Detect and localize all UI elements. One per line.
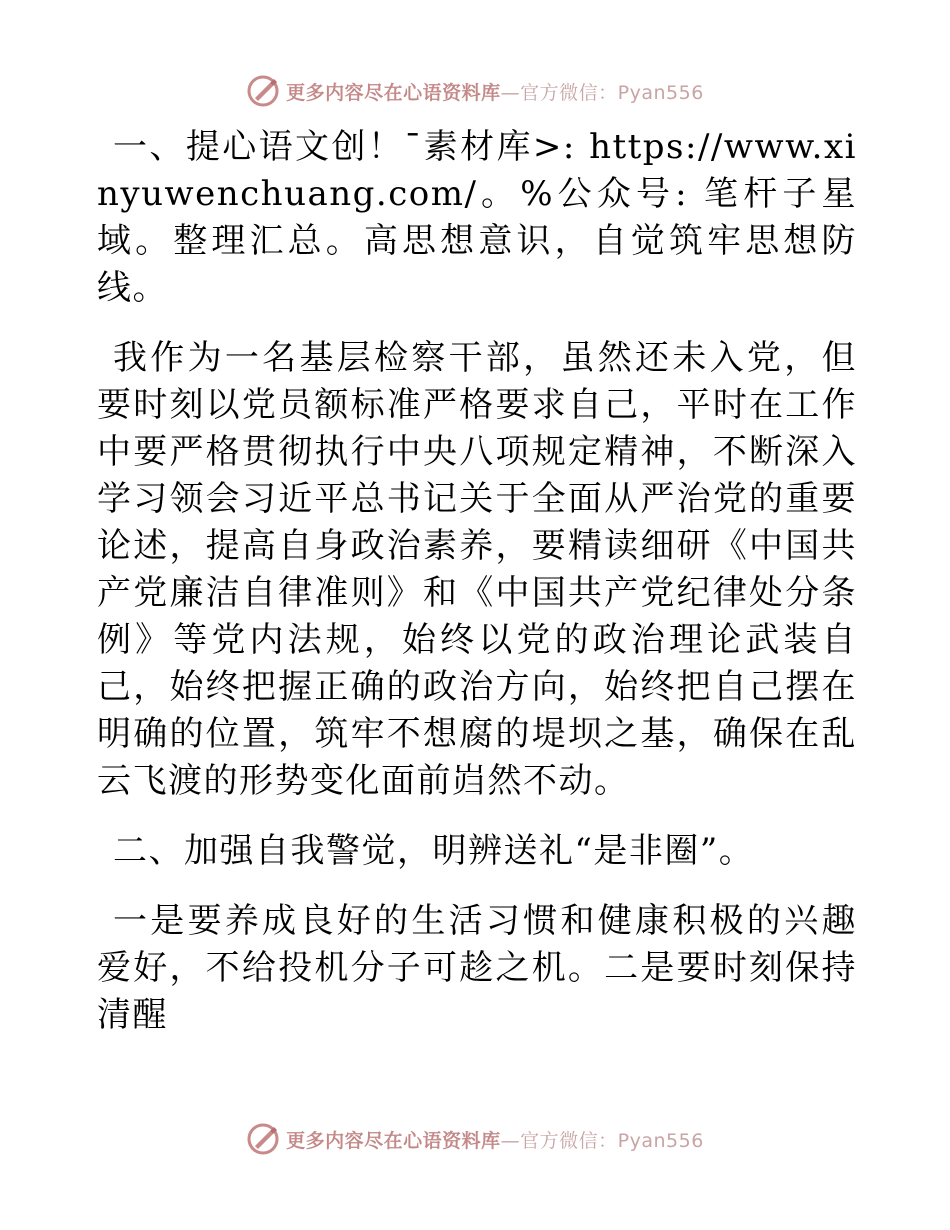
paragraph-2: 我作为一名基层检察干部，虽然还未入党，但要时刻以党员额标准严格要求自己，平时在工作中要严格贯彻执行中央八项规定精神，不断深入学习领会习近平总书记关于全面从严治党的重要论述，提高自身政治素养，要精读细研《中国共产党廉洁自律准则》和《中国共产党纪律处分条例》等党内法规，始终以党的政治理论武装自己，始终把握正确的政治方向，始终把自己摆在明确的位置，筑牢不想腐的堤坝之基，确保在乱云飞渡的形势变化面前岿然不动。 <box>97 338 857 801</box>
watermark-text <box>286 1126 704 1153</box>
header-watermark <box>0 71 950 111</box>
paragraph-3-heading: 二、加强自我警觉，明辨送礼“是非圈”。 <box>113 831 755 871</box>
watermark-logo-icon <box>246 1122 280 1156</box>
watermark-brand: 更多内容尽在心语资料库 <box>286 1129 501 1152</box>
watermark-text <box>286 78 704 105</box>
watermark-logo-icon <box>246 74 280 108</box>
paragraph-1: 一、提心语文创！¯素材库>: https://www.xinyuwenchuang.com/。%公众号: 笔杆子星域。整理汇总。高思想意识，自觉筑牢思想防线。 <box>97 127 857 308</box>
footer-watermark <box>0 1119 950 1159</box>
document-body <box>97 124 857 1039</box>
watermark-brand: 更多内容尽在心语资料库 <box>286 81 501 104</box>
watermark-contact: —官方微信：Pyan556 <box>500 1129 704 1152</box>
watermark-contact: —官方微信：Pyan556 <box>500 81 704 104</box>
paragraph-4: 一是要养成良好的生活习惯和健康积极的兴趣爱好，不给投机分子可趁之机。二是要时刻保持清醒 <box>97 901 857 1035</box>
